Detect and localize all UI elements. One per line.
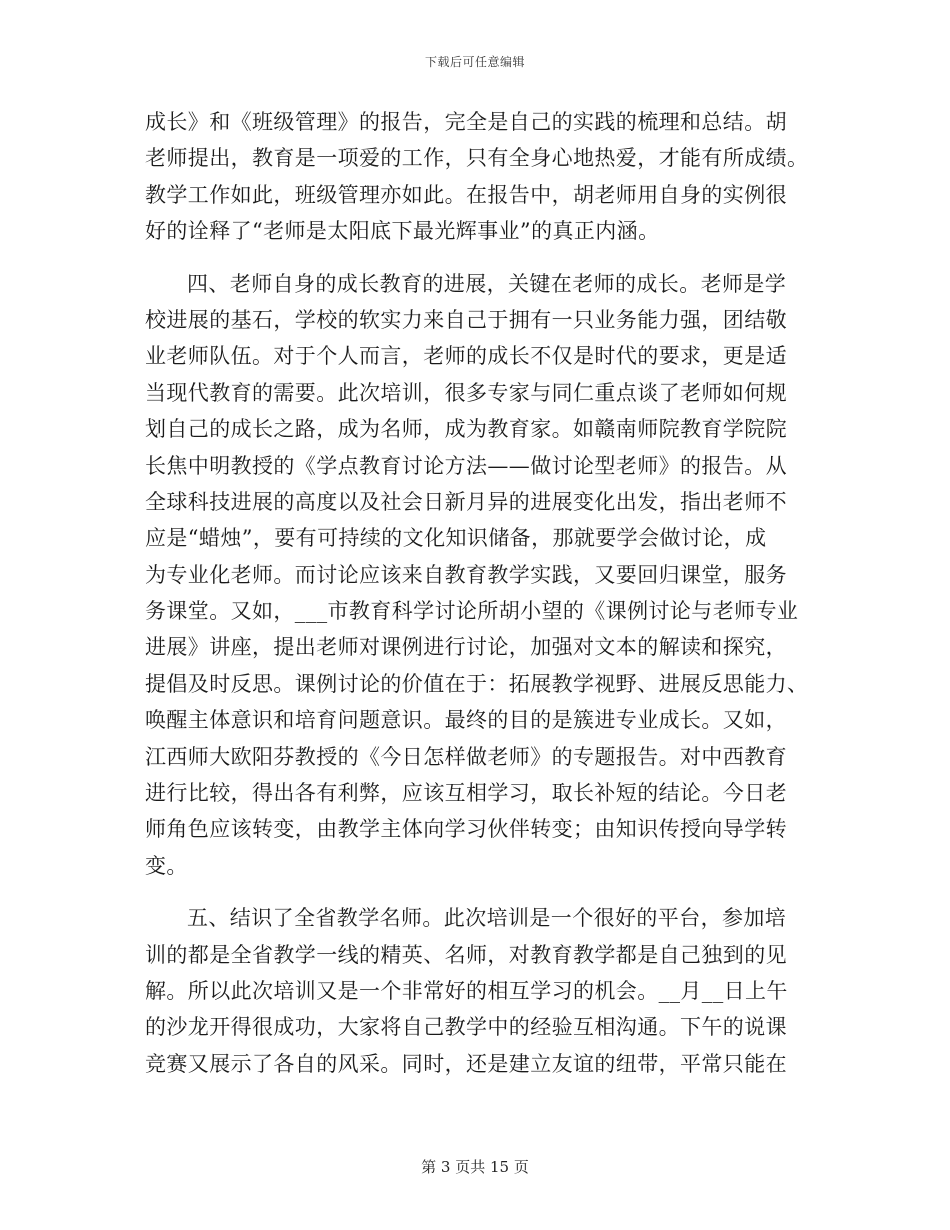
- paragraph: [145, 900, 805, 1082]
- text-line: 当现代教育的需要。此次培训，很多专家与同仁重点谈了老师如何规: [145, 380, 787, 405]
- paragraph: [145, 266, 809, 885]
- text-line: 应是“蜡烛”，要有可持续的文化知识储备，那就要学会做讨论，成: [145, 526, 767, 551]
- text-line: 提倡及时反思。课例讨论的价值在于：拓展教学视野、进展反思能力、: [145, 671, 809, 696]
- text-line: 五、结识了全省教学名师。此次培训是一个很好的平台，参加培: [187, 906, 787, 931]
- text-line: 变。: [145, 853, 188, 878]
- text-line: 成长》和《班级管理》的报告，完全是自己的实践的梳理和总结。胡: [145, 110, 787, 134]
- text-line: 校进展的基石，学校的软实力来自己于拥有一只业务能力强，团结敬: [145, 307, 787, 332]
- text-line: 竞赛又展示了各自的风采。同时，还是建立友谊的纽带，平常只能在: [145, 1051, 787, 1076]
- page-header: 下载后可任意编辑: [424, 55, 525, 69]
- text-line: 唤醒主体意识和培育问题意识。最终的目的是簇进专业成长。又如，: [145, 708, 787, 733]
- text-line: 务课堂。又如，___市教育科学讨论所胡小望的《课例讨论与老师专业: [145, 599, 799, 624]
- text-line: 为专业化老师。而讨论应该来自教育教学实践，又要回归课堂，服务: [145, 562, 787, 587]
- text-line: 好的诠释了“老师是太阳底下最光辉事业”的真正内涵。: [145, 219, 660, 244]
- text-line: 长焦中明教授的《学点教育讨论方法——做讨论型老师》的报告。从: [145, 453, 787, 478]
- text-line: 全球科技进展的高度以及社会日新月异的进展变化出发，指出老师不: [145, 489, 787, 514]
- text-line: 老师提出，教育是一项爱的工作，只有全身心地热爱，才能有所成绩。: [145, 146, 809, 171]
- text-line: 划自己的成长之路，成为名师，成为教育家。如赣南师院教育学院院: [145, 417, 787, 442]
- paragraph: [145, 104, 809, 250]
- document-body: [145, 104, 809, 1082]
- text-line: 师角色应该转变，由教学主体向学习伙伴转变；由知识传授向导学转: [145, 817, 787, 842]
- text-line: 业老师队伍。对于个人而言，老师的成长不仅是时代的要求，更是适: [145, 344, 787, 369]
- text-line: 训的都是全省教学一线的精英、名师，对教育教学都是自己独到的见: [145, 942, 787, 967]
- text-line: 进行比较，得出各有利弊，应该互相学习，取长补短的结论。今日老: [145, 781, 787, 806]
- text-line: 解。所以此次培训又是一个非常好的相互学习的机会。__月__日上午: [145, 978, 788, 1003]
- text-line: 教学工作如此，班级管理亦如此。在报告中，胡老师用自身的实例很: [145, 182, 787, 207]
- text-line: 的沙龙开得很成功，大家将自己教学中的经验互相沟通。下午的说课: [145, 1015, 787, 1040]
- text-line: 进展》讲座，提出老师对课例进行讨论，加强对文本的解读和探究，: [145, 635, 787, 660]
- text-line: 江西师大欧阳芬教授的《今日怎样做老师》的专题报告。对中西教育: [145, 744, 787, 769]
- page-number: 第 3 页共 15 页: [421, 1158, 529, 1176]
- text-line: 四、老师自身的成长教育的进展，关键在老师的成长。老师是学: [187, 271, 787, 296]
